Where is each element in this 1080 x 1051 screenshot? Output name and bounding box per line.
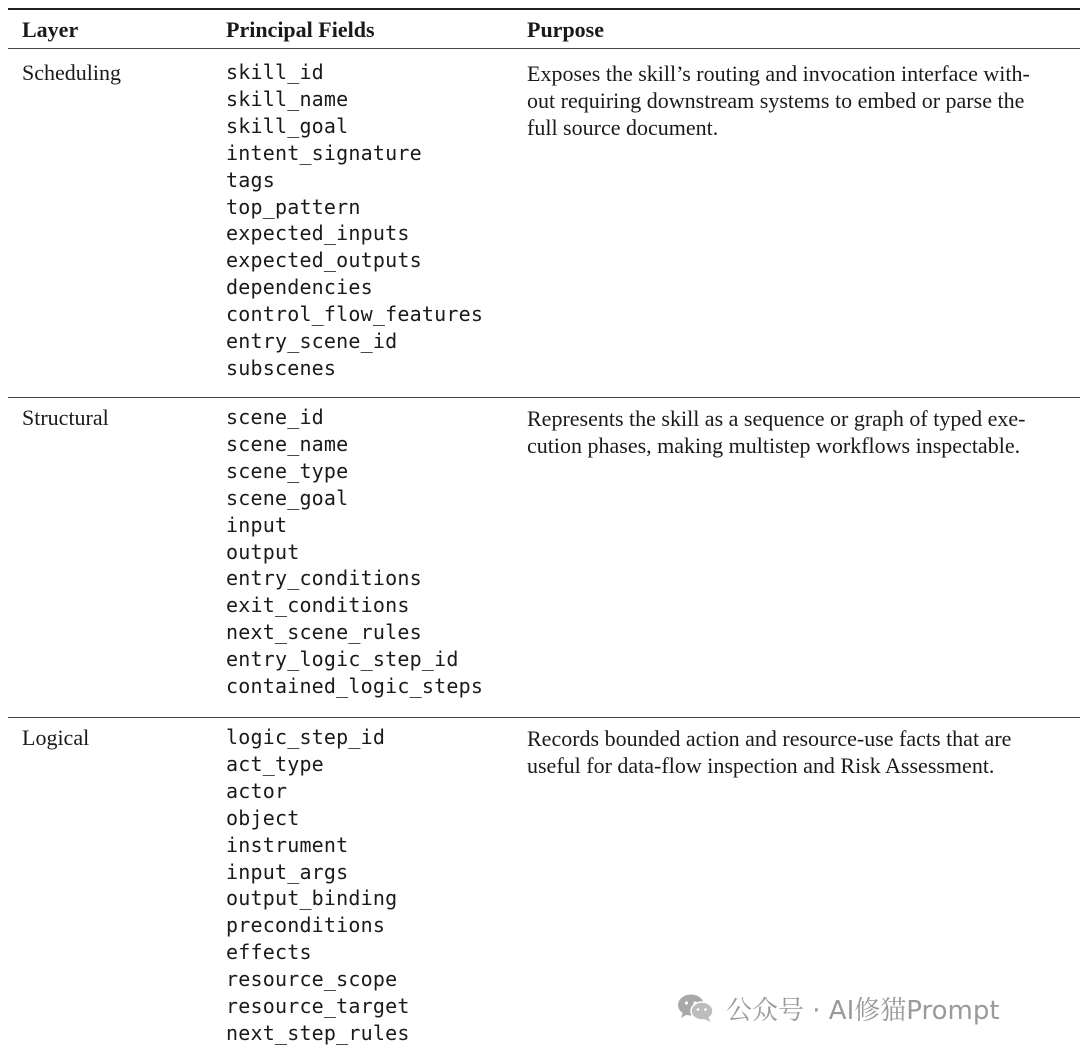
field-name: entry_logic_step_id: [226, 647, 459, 672]
watermark: [676, 990, 1000, 1026]
field-name: input: [226, 512, 288, 537]
field-name: contained_logic_steps: [226, 674, 484, 699]
field-name: subscenes: [226, 355, 337, 380]
fields-logical: [226, 724, 410, 1047]
field-name: object: [226, 805, 300, 830]
row-rule: [8, 397, 1080, 398]
purpose-scheduling: [527, 60, 1067, 141]
layer-scheduling: Scheduling: [22, 60, 121, 85]
purpose-structural: [527, 405, 1067, 459]
purpose-line: Records bounded action and resource-use facts that are: [527, 726, 1012, 751]
field-name: entry_conditions: [226, 566, 422, 591]
fields-structural: [226, 404, 483, 700]
purpose-line: full source document.: [527, 115, 719, 140]
field-name: skill_id: [226, 60, 324, 84]
wechat-icon: [676, 992, 716, 1024]
field-name: scene_goal: [226, 485, 349, 510]
field-name: control_flow_features: [226, 302, 484, 327]
purpose-line: useful for data-flow inspection and Risk Assessment.: [527, 753, 995, 778]
purpose-line: cution phases, making multistep workflows inspectable.: [527, 433, 1021, 458]
field-name: resource_scope: [226, 967, 398, 992]
header-purpose: Purpose: [527, 17, 604, 42]
field-name: intent_signature: [226, 140, 422, 165]
watermark-text: 公众号 · AI修猫Prompt: [726, 995, 1000, 1026]
field-name: skill_name: [226, 86, 349, 111]
layer-logical: Logical: [22, 725, 90, 750]
field-name: resource_target: [226, 994, 410, 1019]
field-name: scene_type: [226, 458, 349, 483]
field-name: effects: [226, 940, 312, 965]
field-name: exit_conditions: [226, 593, 410, 618]
field-name: scene_id: [226, 405, 324, 429]
header-layer: Layer: [22, 17, 79, 42]
field-name: top_pattern: [226, 194, 361, 219]
purpose-line: Exposes the skill’s routing and invocation interface with-: [527, 61, 1030, 86]
field-name: actor: [226, 778, 288, 803]
field-name: output: [226, 539, 300, 564]
field-name: tags: [226, 167, 275, 192]
table-top-rule: [8, 8, 1080, 10]
fields-scheduling: [226, 59, 483, 382]
field-name: next_scene_rules: [226, 620, 422, 645]
layer-structural: Structural: [22, 405, 109, 430]
header-principal-fields: Principal Fields: [226, 17, 375, 42]
purpose-line: Represents the skill as a sequence or graph of typed exe-: [527, 406, 1026, 431]
row-rule: [8, 717, 1080, 718]
field-name: dependencies: [226, 275, 373, 300]
field-name: expected_inputs: [226, 221, 410, 246]
field-name: instrument: [226, 832, 349, 857]
field-name: skill_goal: [226, 113, 349, 138]
field-name: act_type: [226, 751, 324, 776]
purpose-logical: [527, 725, 1067, 779]
field-name: expected_outputs: [226, 248, 422, 273]
header-rule: [8, 48, 1080, 49]
field-name: output_binding: [226, 886, 398, 911]
field-name: preconditions: [226, 913, 386, 938]
field-name: logic_step_id: [226, 725, 386, 749]
field-name: scene_name: [226, 431, 349, 456]
purpose-line: out requiring downstream systems to embed or parse the: [527, 88, 1025, 113]
field-name: input_args: [226, 859, 349, 884]
field-name: next_step_rules: [226, 1020, 410, 1045]
field-name: entry_scene_id: [226, 329, 398, 354]
